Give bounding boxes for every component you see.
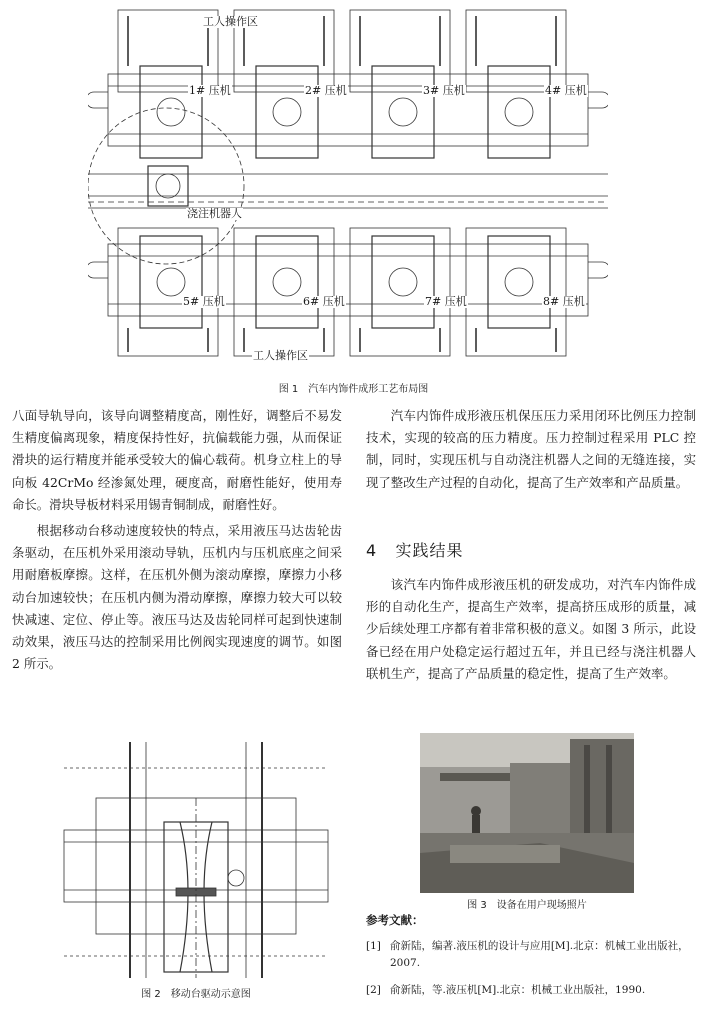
- press-label-8: 8# 压机: [543, 295, 585, 308]
- section-heading: [366, 538, 463, 561]
- figure-2-drive-diagram: [60, 738, 332, 982]
- press-label-5: 5# 压机: [183, 295, 225, 308]
- figure-3-site-photo: [420, 733, 634, 893]
- figure-3-caption: 图 3 设备在用户现场照片: [467, 900, 587, 911]
- press-label-7: 7# 压机: [425, 295, 467, 308]
- right-column-text-2: [366, 574, 696, 685]
- robot-label: 浇注机器人: [187, 207, 242, 220]
- operator-area-label-bottom: 工人操作区: [253, 349, 308, 362]
- reference-number: [2]: [366, 984, 381, 996]
- press-label-2: 2# 压机: [305, 84, 347, 97]
- operator-area-label-top: 工人操作区: [203, 15, 258, 28]
- paragraph: 根据移动台移动速度较快的特点，采用液压马达齿轮齿条驱动，在压机外采用滚动导轨，压机内与压机底座之间采用耐磨板摩擦。这样，在压机外侧为滚动摩擦，摩擦力小移动台加速较快；在压机内侧为滑动摩擦，摩擦力较大可以较快减速、定位、停止等。液压马达及齿轮同样可起到快速制动效果，液压马达的控制采用比例阀实现速度的调节。如图 2 所示。: [12, 523, 342, 672]
- figure-1-layout-drawing: [88, 6, 608, 370]
- right-column-text: [366, 405, 696, 494]
- press-label-1: 1# 压机: [189, 84, 231, 97]
- paragraph: 八面导轨导向，该导向调整精度高，刚性好，调整后不易发生精度偏离现象，精度保持性好，抗偏载能力强，从而保证滑块的运行精度并能承受较大的偏心载荷。机身立柱上的导向板 42CrMo 经渗氮处理，硬度高，耐磨性能好，使用寿命长。滑块导板材料采用锡青铜制成，耐磨性好。: [12, 408, 342, 512]
- site-photo-svg: [420, 733, 634, 893]
- section-title: 实践结果: [395, 541, 464, 560]
- figure-1-caption: 图 1 汽车内饰件成形工艺布局图: [278, 384, 429, 395]
- paragraph: 该汽车内饰件成形液压机的研发成功，对汽车内饰件成形的自动化生产，提高生产效率，提高挤压成形的质量，减少后续处理工序都有着非常积极的意义。如图 3 所示，此设备已经在用户处稳定运行超过五年，并且已经与浇注机器人联机生产，提高了产品质量的稳定性，提高了生产效率。: [366, 577, 696, 681]
- reference-text: 俞新陆，等.液压机[M].北京：机械工业出版社，1990.: [390, 984, 646, 996]
- press-label-6: 6# 压机: [303, 295, 345, 308]
- left-column-text: [12, 405, 342, 675]
- reference-item: [366, 982, 696, 999]
- reference-number: [1]: [366, 940, 381, 952]
- reference-item: [366, 938, 696, 972]
- press-label-4: 4# 压机: [545, 84, 587, 97]
- figure-2-caption: 图 2 移动台驱动示意图: [141, 989, 251, 1000]
- press-label-3: 3# 压机: [423, 84, 465, 97]
- reference-text: 俞新陆，编著.液压机的设计与应用[M].北京：机械工业出版社，2007.: [390, 940, 689, 969]
- section-number: 4: [366, 541, 378, 560]
- paragraph: 汽车内饰件成形液压机保压压力采用闭环比例压力控制技术，实现的较高的压力精度。压力控制过程采用 PLC 控制，同时，实现压机与自动浇注机器人之间的无缝连接，实现了整改生产过程的自动化，提高了生产效率和产品质量。: [366, 408, 696, 490]
- layout-drawing-svg: [88, 6, 608, 370]
- drive-diagram-svg: [60, 738, 332, 982]
- references-title: 参考文献：: [366, 913, 424, 927]
